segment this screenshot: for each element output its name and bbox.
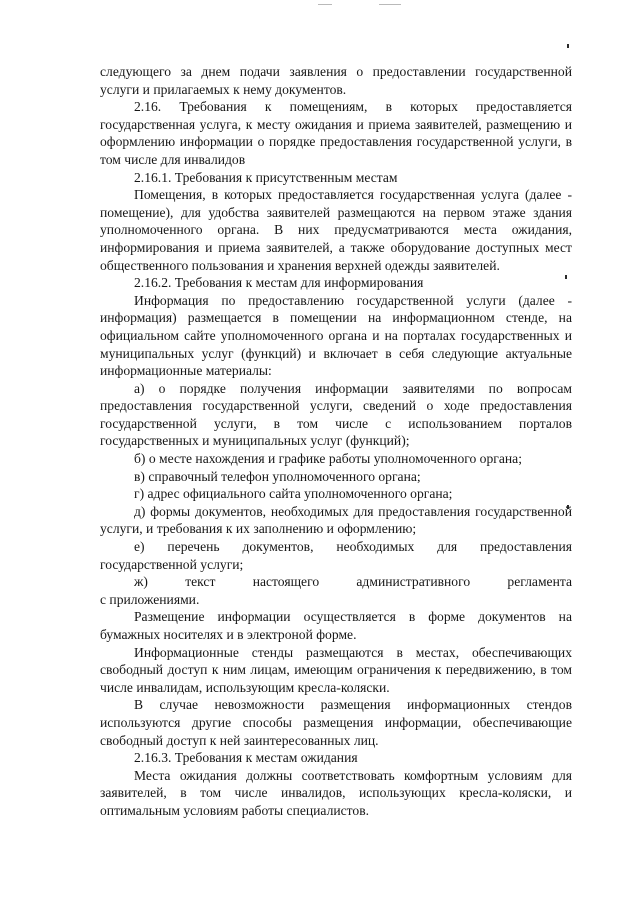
list-item-continuation: с приложениями. <box>100 591 200 607</box>
subsection-heading: 2.16.3. Требования к местам ожидания <box>134 750 358 766</box>
list-item: ж) текст настоящего административного регламента <box>134 574 572 590</box>
list-item: д) формы документов, необходимых для предоставления государственной услуги, и требования к их заполнению и оформлению; <box>100 503 572 537</box>
document-body <box>100 63 572 820</box>
scan-header-line <box>318 4 332 5</box>
paragraph: Информационные стенды размещаются в местах, обеспечивающих свободный доступ к ним лицам, имеющим ограничения к передвижению, в том числе инвалидам, использующим кресла-коляски. <box>100 644 572 695</box>
list-item: а) о порядке получения информации заявителями по вопросам предоставления государственной услуги, сведений о ходе предоставления государственной услуги, в том числе с использованием порталов государственных и муниципальных услуг (функций); <box>100 380 572 449</box>
paragraph: следующего за днем подачи заявления о предоставлении государственной услуги и прилагаемых к нему документов. <box>100 64 572 97</box>
list-item: г) адрес официального сайта уполномоченного органа; <box>134 486 453 502</box>
paragraph: Размещение информации осуществляется в форме документов на бумажных носителях и в электроной форме. <box>100 609 572 642</box>
subsection-heading: 2.16.1. Требования к присутственным местам <box>134 169 398 185</box>
paragraph: Места ожидания должны соответствовать комфортным условиям для заявителей, в том числе инвалидов, использующих кресла-коляски, и оптимальным условиям работы специалистов. <box>100 767 572 818</box>
section-heading: 2.16. Требования к помещениям, в которых предоставляется государственная услуга, к месту ожидания и приема заявителей, размещению и оформлению информации о порядке предоставления государственной услуги, в том числе для инвалидов <box>100 99 572 167</box>
scan-speck <box>567 44 569 48</box>
paragraph: Информация по предоставлению государственной услуги (далее - информация) размещается в помещении на информационном стенде, на официальном сайте уполномоченного органа и на порталах государственных и муниципальных услуг (функций) и включает в себя следующие актуальные информационные материалы: <box>100 292 572 379</box>
scan-header-line <box>379 4 401 5</box>
list-item: е) перечень документов, необходимых для предоставления государственной услуги; <box>100 539 572 572</box>
list-item: б) о месте нахождения и графике работы уполномоченного органа; <box>134 451 522 467</box>
subsection-heading: 2.16.2. Требования к местам для информирования <box>134 275 424 291</box>
paragraph: В случае невозможности размещения информационных стендов используются другие способы размещения информации, обеспечивающие свободный доступ к ней заинтересованных лиц. <box>100 697 572 748</box>
list-item: в) справочный телефон уполномоченного органа; <box>134 468 421 484</box>
paragraph: Помещения, в которых предоставляется государственная услуга (далее - помещение), для удобства заявителей размещаются на первом этаже здания уполномоченного органа. В них предусматриваются места ожидания, информирования и приема заявителей, а также оборудование доступных мест общественного пользования и хранения верхней одежды заявителей. <box>100 187 572 273</box>
